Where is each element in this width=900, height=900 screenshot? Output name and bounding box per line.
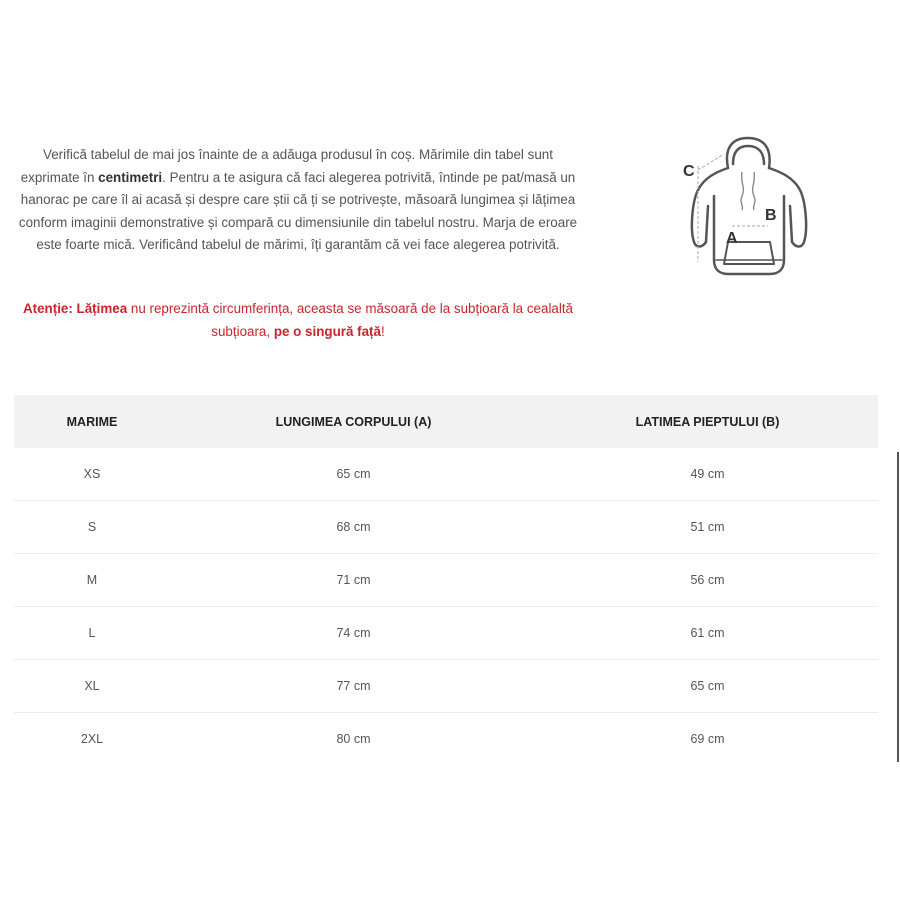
warning-paragraph: [14, 298, 582, 343]
header-width: LATIMEA PIEPTULUI (B): [537, 395, 878, 448]
cell-size: S: [14, 501, 170, 554]
size-table: [14, 395, 878, 765]
diagram-label-c: C: [683, 163, 695, 180]
table-row: [14, 501, 878, 554]
warning-emphasis: pe o singură față: [273, 323, 381, 339]
table-row: [14, 713, 878, 766]
header-length: LUNGIMEA CORPULUI (A): [170, 395, 537, 448]
table-row: [14, 554, 878, 607]
cell-length: 65 cm: [170, 448, 537, 501]
warning-text: nu reprezintă circumferința, aceasta se măsoară de la subțioară la cealaltă subțioara,: [127, 301, 574, 339]
cell-width: 56 cm: [537, 554, 878, 607]
cell-width: 65 cm: [537, 660, 878, 713]
intro-paragraph: [14, 144, 582, 256]
cell-size: L: [14, 607, 170, 660]
cell-width: 49 cm: [537, 448, 878, 501]
scrollbar-edge: [897, 452, 899, 762]
table-row: [14, 448, 878, 501]
cell-width: 61 cm: [537, 607, 878, 660]
cell-size: XL: [14, 660, 170, 713]
header-size: MARIME: [14, 395, 170, 448]
cell-size: 2XL: [80, 732, 104, 746]
cell-width: 69 cm: [690, 732, 725, 746]
drawstring-icon: [741, 172, 755, 210]
hoodie-outline-icon: [692, 138, 806, 274]
table-row: [14, 660, 878, 713]
table-row: [14, 607, 878, 660]
diagram-label-b: B: [765, 207, 777, 224]
cell-length: 74 cm: [170, 607, 537, 660]
cell-length: 80 cm: [336, 732, 371, 746]
warning-end: !: [380, 323, 385, 339]
cell-length: 68 cm: [170, 501, 537, 554]
cell-width: 51 cm: [537, 501, 878, 554]
warning-label: Atenție: Lățimea: [22, 301, 128, 317]
hoodie-measure-diagram: [676, 130, 816, 282]
intro-unit-bold: centimetri: [98, 169, 163, 185]
cell-length: 71 cm: [170, 554, 537, 607]
intro-text-end: . Pentru a te asigura că faci alegerea potrivită, întinde pe pat/masă un hanorac pe care îl ai acasă și despre care știi că ți se potrivește, măsoară lungimea și lățimea conform imaginii demonstrative și compară cu dimensiunile din tabelul nostru. Marja de eroare este foarte mică. Verificând tabelul de mărimi, îți garantăm că vei face alegerea potrivită.: [18, 169, 578, 253]
cell-size: M: [14, 554, 170, 607]
diagram-label-a: A: [726, 230, 738, 247]
intro-text-start: Verifică tabelul de mai jos înainte de a adăuga produsul în coș. Mărimile din tabel sunt exprimate în: [20, 147, 553, 185]
cell-length: 77 cm: [170, 660, 537, 713]
cell-size: XS: [14, 448, 170, 501]
table-header-row: [14, 395, 878, 448]
